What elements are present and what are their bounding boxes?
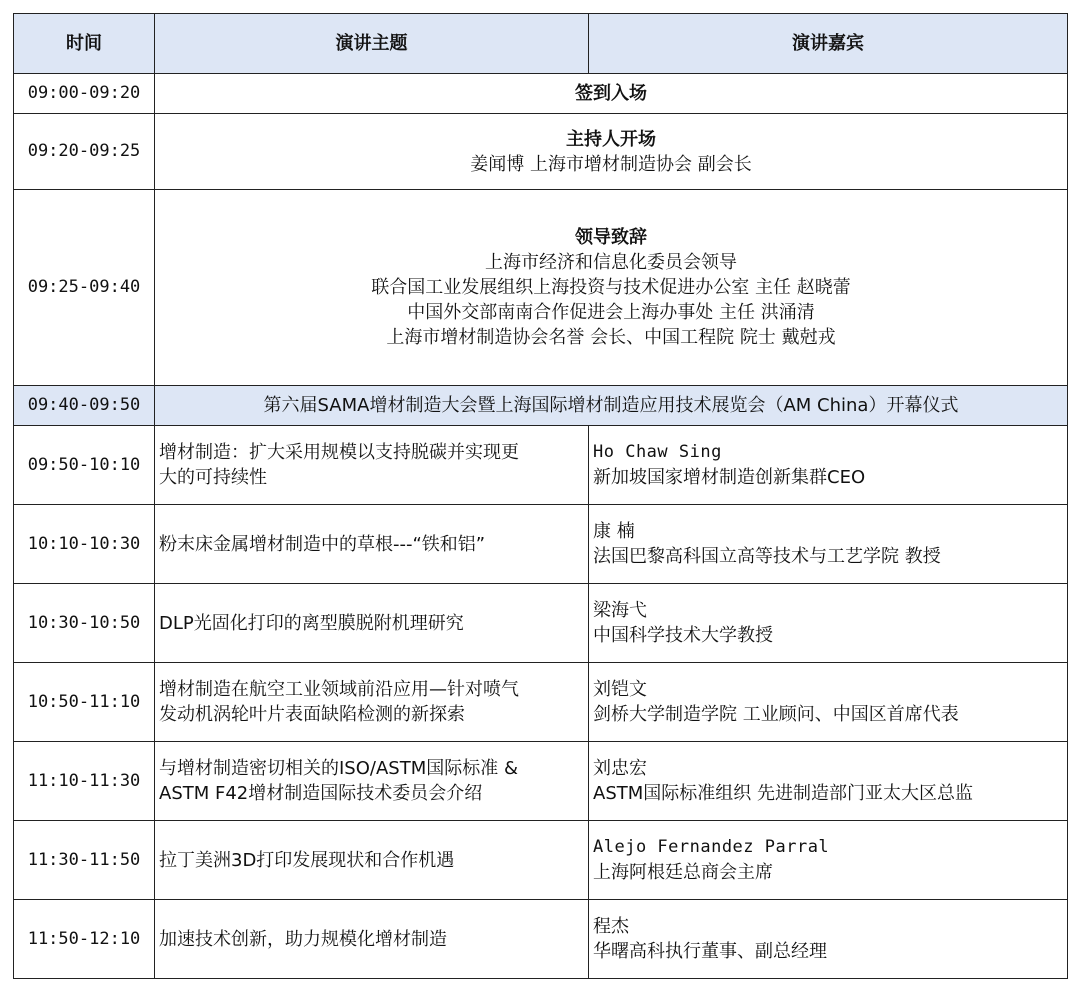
session-title: 领导致辞 xyxy=(575,227,647,248)
speaker-name: Ho Chaw Sing xyxy=(593,442,722,462)
speaker-title: 上海阿根廷总商会主席 xyxy=(593,862,773,883)
time-cell: 09:50-10:10 xyxy=(14,426,155,505)
topic-line: DLP光固化打印的离型膜脱附机理研究 xyxy=(159,612,464,634)
table-row xyxy=(14,505,1068,584)
speaker-name: 程杰 xyxy=(593,916,629,937)
speaker-title: 新加坡国家增材制造创新集群CEO xyxy=(593,467,866,488)
speaker-name: 刘铠文 xyxy=(593,679,647,700)
topic-line: 增材制造在航空工业领域前沿应用—针对喷气 xyxy=(159,679,519,700)
session-host: 姜闻博 上海市增材制造协会 副会长 xyxy=(470,153,752,175)
time-cell: 09:20-09:25 xyxy=(14,114,155,190)
speaker-cell xyxy=(589,821,1068,900)
table-row xyxy=(14,742,1068,821)
ceremony-title: 第六届SAMA增材制造大会暨上海国际增材制造应用技术展览会（AM China）开幕仪式 xyxy=(155,386,1068,426)
table-row xyxy=(14,74,1068,114)
time-cell: 10:30-10:50 xyxy=(14,584,155,663)
speech-line: 中国外交部南南合作促进会上海办事处 主任 洪涌清 xyxy=(407,302,815,323)
speech-line: 联合国工业发展组织上海投资与技术促进办公室 主任 赵晓蕾 xyxy=(371,277,851,298)
speaker-title: 法国巴黎高科国立高等技术与工艺学院 教授 xyxy=(593,546,941,567)
session-title: 签到入场 xyxy=(155,74,1068,114)
speaker-cell xyxy=(589,900,1068,979)
time-cell: 09:25-09:40 xyxy=(14,190,155,386)
topic-line: ASTM F42增材制造国际技术委员会介绍 xyxy=(159,783,483,804)
header-time: 时间 xyxy=(14,14,155,74)
table-row xyxy=(14,663,1068,742)
topic-cell xyxy=(155,663,589,742)
header-row xyxy=(14,14,1068,74)
table-row xyxy=(14,426,1068,505)
time-cell: 11:10-11:30 xyxy=(14,742,155,821)
topic-line: 大的可持续性 xyxy=(159,467,267,488)
time-cell: 09:00-09:20 xyxy=(14,74,155,114)
speaker-name: 康 楠 xyxy=(593,521,635,542)
table-row xyxy=(14,386,1068,426)
speaker-name: 梁海弋 xyxy=(593,600,647,621)
speaker-cell xyxy=(589,584,1068,663)
header-speaker: 演讲嘉宾 xyxy=(589,14,1068,74)
time-cell: 11:50-12:10 xyxy=(14,900,155,979)
time-cell: 09:40-09:50 xyxy=(14,386,155,426)
topic-cell xyxy=(155,505,589,584)
time-cell: 10:10-10:30 xyxy=(14,505,155,584)
table-row xyxy=(14,190,1068,386)
topic-cell xyxy=(155,821,589,900)
speaker-name: Alejo Fernandez Parral xyxy=(593,837,830,857)
table-row xyxy=(14,821,1068,900)
table-row xyxy=(14,584,1068,663)
session-title: 主持人开场 xyxy=(566,128,656,150)
topic-line: 发动机涡轮叶片表面缺陷检测的新探索 xyxy=(159,704,465,725)
topic-line: 加速技术创新，助力规模化增材制造 xyxy=(159,928,447,950)
speaker-name: 刘忠宏 xyxy=(593,758,647,779)
speaker-cell xyxy=(589,426,1068,505)
speaker-title: 剑桥大学制造学院 工业顾问、中国区首席代表 xyxy=(593,704,959,725)
time-cell: 11:30-11:50 xyxy=(14,821,155,900)
header-topic: 演讲主题 xyxy=(155,14,589,74)
time-cell: 10:50-11:10 xyxy=(14,663,155,742)
speaker-title: 中国科学技术大学教授 xyxy=(593,625,773,646)
topic-line: 拉丁美洲3D打印发展现状和合作机遇 xyxy=(159,849,455,871)
speaker-title: 华曙高科执行董事、副总经理 xyxy=(593,941,827,962)
topic-cell xyxy=(155,584,589,663)
speaker-cell xyxy=(589,663,1068,742)
session-cell xyxy=(155,114,1068,190)
speaker-title: ASTM国际标准组织 先进制造部门亚太大区总监 xyxy=(593,783,973,804)
agenda-table xyxy=(13,13,1068,979)
session-cell xyxy=(155,190,1068,386)
speaker-cell xyxy=(589,742,1068,821)
speech-line: 上海市增材制造协会名誉 会长、中国工程院 院士 戴尅戎 xyxy=(386,327,836,348)
topic-line: 增材制造：扩大采用规模以支持脱碳并实现更 xyxy=(159,442,519,463)
topic-line: 与增材制造密切相关的ISO/ASTM国际标准 & xyxy=(159,758,518,779)
topic-cell xyxy=(155,426,589,505)
speech-line: 上海市经济和信息化委员会领导 xyxy=(485,252,737,273)
table-row xyxy=(14,900,1068,979)
topic-cell xyxy=(155,742,589,821)
speaker-cell xyxy=(589,505,1068,584)
table-row xyxy=(14,114,1068,190)
topic-cell xyxy=(155,900,589,979)
topic-line: 粉末床金属增材制造中的草根---“铁和铝” xyxy=(159,533,486,555)
